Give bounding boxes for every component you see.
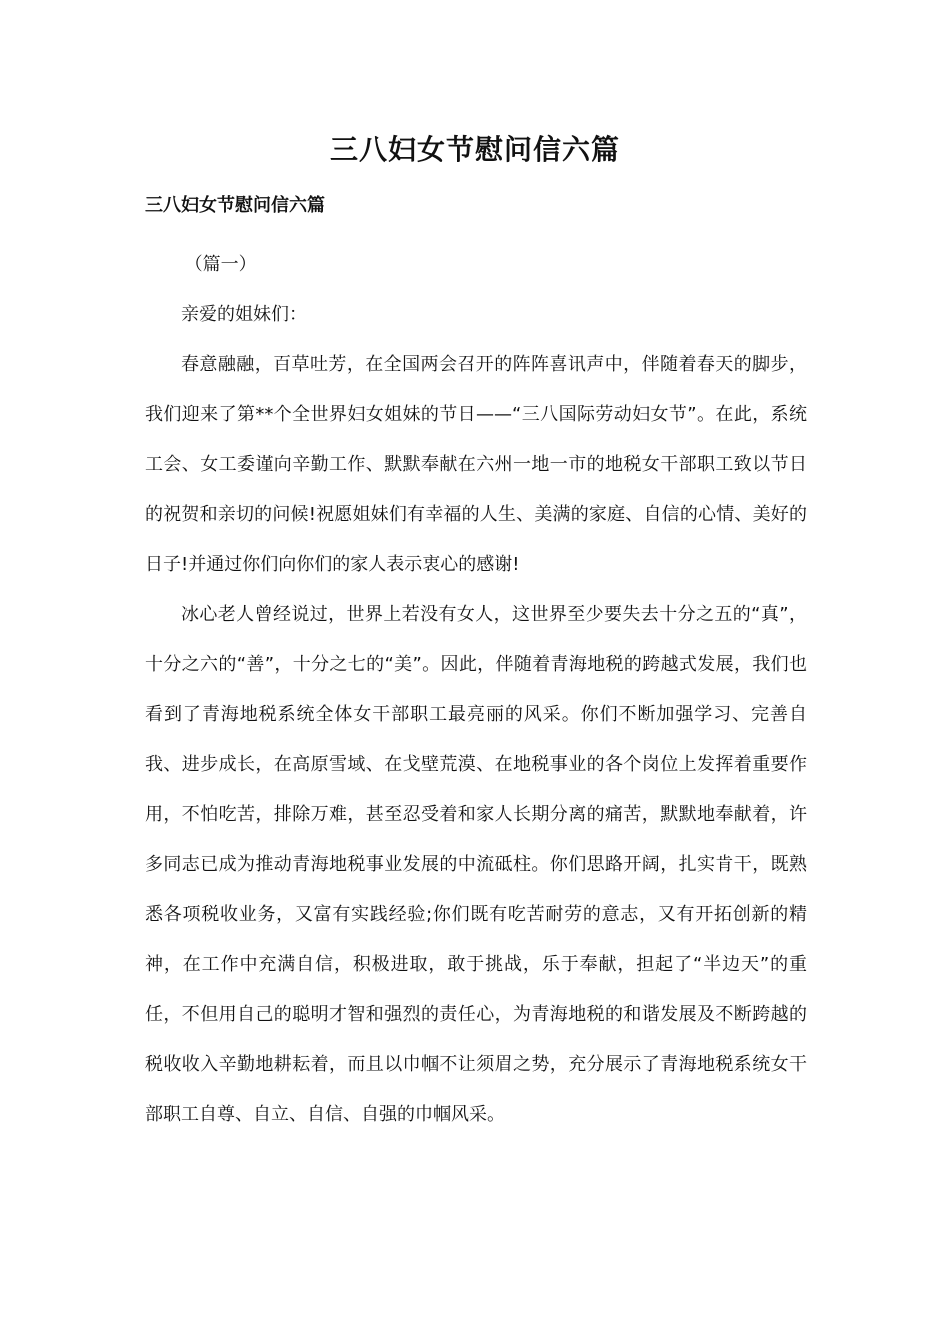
salutation: 亲爱的姐妹们： — [181, 304, 307, 325]
body-paragraph: 春意融融，百草吐芳，在全国两会召开的阵阵喜讯声中，伴随着春天的脚步，我们迎来了第**个全世界妇女姐妹的节日——“三八国际劳动妇女节”。在此，系统工会、女工委谨向辛勤工作、默默奉献在六州一地一市的地税女干部职工致以节日的祝贺和亲切的问候!祝愿姐妹们有幸福的人生、美满的家庭、自信的心情、美好的日子!并通过你们向你们的家人表示衷心的感谢! — [145, 354, 807, 575]
document-body — [145, 240, 807, 1140]
section-label: （篇一） — [184, 254, 257, 275]
body-paragraph: 冰心老人曾经说过，世界上若没有女人，这世界至少要失去十分之五的“真”，十分之六的“善”，十分之七的“美”。因此，伴随着青海地税的跨越式发展，我们也看到了青海地税系统全体女干部职工最亮丽的风采。你们不断加强学习、完善自我、进步成长，在高原雪域、在戈壁荒漠、在地税事业的各个岗位上发挥着重要作用，不怕吃苦，排除万难，甚至忍受着和家人长期分离的痛苦，默默地奉献着，许多同志已成为推动青海地税事业发展的中流砥柱。你们思路开阔，扎实肯干，既熟悉各项税收业务，又富有实践经验;你们既有吃苦耐劳的意志，又有开拓创新的精神，在工作中充满自信，积极进取，敢于挑战，乐于奉献，担起了“半边天”的重任，不但用自己的聪明才智和强烈的责任心，为青海地税的和谐发展及不断跨越的税收收入辛勤地耕耘着，而且以巾帼不让须眉之势，充分展示了青海地税系统女干部职工自尊、自立、自信、自强的巾帼风采。 — [145, 604, 807, 1125]
document-title: 三八妇女节慰问信六篇 — [329, 133, 620, 166]
document-subtitle: 三八妇女节慰问信六篇 — [145, 195, 325, 216]
